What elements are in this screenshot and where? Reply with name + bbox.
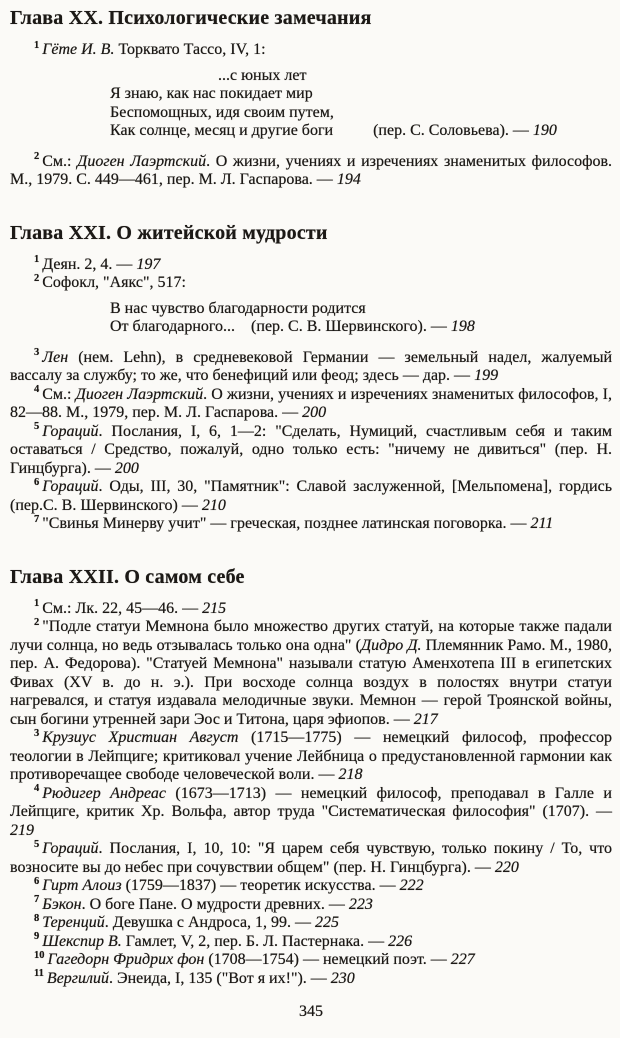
footnote: [10, 153, 612, 190]
verse-line: [110, 318, 612, 337]
footnote: [10, 970, 612, 989]
italic-text: Лен: [42, 348, 69, 366]
italic-text: Дидро Д.: [360, 636, 422, 654]
footnote: [10, 256, 612, 275]
italic-text: 211: [530, 515, 554, 532]
text: Я знаю, как нас покидает мир: [110, 85, 313, 102]
footnote: [10, 423, 612, 479]
footnote: [10, 274, 612, 293]
footnote-marker: 10: [34, 949, 45, 961]
verse-block: [10, 300, 612, 337]
chapter-section: [10, 565, 612, 989]
footnote-marker: 1: [34, 598, 40, 610]
verse-line: [218, 67, 612, 86]
text: "Подле статуи Мемнона было множество других статуй, на которые также падали лучи солнца, но ведь отзывалась только она одна" (: [10, 618, 612, 654]
footnote: [10, 877, 612, 896]
italic-text: 227: [450, 951, 475, 968]
italic-text: Диоген Лаэртский: [77, 152, 207, 170]
footnote: [10, 600, 612, 619]
italic-text: Гораций: [42, 478, 99, 495]
italic-text: Гирт Алоиз: [42, 877, 122, 894]
footnote: [10, 951, 612, 970]
italic-text: Вергилий: [46, 969, 110, 987]
text: (1708—1754) — немецкий поэт. —: [204, 951, 451, 968]
text: . Послания, I, 6, 1—2: "Сделать, Нумиций, счастливым себя и таким оставаться / Средство, пожалуй, одно только есть: "ничему не дивиться" (пер. Н. Гинцбурга). —: [10, 422, 612, 477]
italic-text: 194: [336, 171, 361, 188]
italic-text: 218: [338, 766, 363, 783]
italic-text: 210: [201, 496, 226, 514]
text: ...с юных лет: [218, 66, 307, 84]
italic-text: Гораций: [42, 422, 99, 440]
italic-text: Гёте И. В.: [42, 41, 115, 58]
italic-text: Рюдигер Андреас: [42, 784, 166, 802]
italic-text: Бэкон: [42, 895, 82, 913]
italic-text: 223: [348, 895, 373, 913]
footnote: [10, 785, 612, 841]
text: (1673—1713) — немецкий философ, преподавал в Галле и Лейпциге, критик Хр. Вольфа, автор труда "Систематическая философия" (1707). —: [10, 784, 612, 820]
verse-line: [110, 300, 612, 319]
footnote: [10, 386, 612, 423]
text: . Девушка с Андроса, 1, 99. —: [104, 914, 316, 931]
text: Торквато Тассо, IV, 1:: [114, 41, 266, 58]
italic-text: 217: [413, 710, 438, 728]
text: Гамлет, V, 2, пер. Б. Л. Пастернака. —: [121, 932, 389, 950]
text: См.:: [42, 152, 78, 170]
page-number: 345: [299, 1003, 323, 1020]
text: Беспомощных, идя своим путем,: [110, 103, 334, 121]
text: (нем. Lehn), в средневековой Германии — земельный надел, жалуемый вассалу за службу; то же, что бенефиций или феод; здесь — дар. —: [10, 348, 612, 384]
footnote-marker: 7: [34, 513, 40, 525]
italic-text: 225: [315, 914, 340, 931]
verse-block: [10, 67, 612, 141]
footnote-marker: 2: [34, 272, 40, 284]
text: . Послания, I, 10, 10: "Я царем себя чувствую, только покину / То, что возносите вы до небес при сочувствии общем" (пер. Н. Гинцбурга). —: [10, 840, 612, 876]
footnote: [10, 515, 612, 534]
text: (1759—1837) — теоретик искусства. —: [121, 877, 400, 894]
footnote-marker: 3: [34, 727, 40, 739]
footnote: [10, 349, 612, 386]
text: Племянник Рамо. М., 1980, пер. А. Федорова). "Статуей Мемнона" называли статую Аменхотепа III в египетских Фивах (XV в. до н. э.). При восходе солнца воздух в полостях внутри статуи нагревался, и статуя издавала мелодичные звуки. Мемнон — герой Троянской войны, сын богини утренней зари Эос и Титона, царя эфиопов. —: [10, 636, 613, 728]
chapter-heading: Глава XX. Психологические замечания: [10, 7, 372, 29]
footnote: [10, 840, 612, 877]
italic-text: 190: [532, 122, 557, 139]
italic-text: Шекспир В.: [42, 932, 122, 950]
text: В нас чувство благодарности родится: [110, 299, 366, 317]
text: "Свинья Минерву учит" — греческая, позднее латинская поговорка. —: [42, 515, 531, 532]
italic-text: 197: [136, 255, 161, 273]
italic-text: 222: [399, 877, 424, 894]
text: От благодарного... (пер. С. В. Шервинского). —: [110, 318, 451, 335]
footnote-marker: 6: [34, 875, 40, 887]
italic-text: 199: [474, 367, 499, 384]
text: Софокл, "Аякс", 517:: [42, 274, 186, 291]
italic-text: Гораций: [42, 840, 99, 857]
italic-text: 226: [388, 932, 413, 950]
italic-text: Гагедорн Фридрих фон: [47, 951, 205, 968]
text: . О боге Пане. О мудрости древних. —: [81, 895, 349, 913]
footnote-marker: 1: [34, 39, 40, 51]
footnote: [10, 41, 612, 60]
footnote-marker: 8: [34, 912, 40, 924]
text: . О жизни, учениях и изречениях знаменитых философов. М., 1979. С. 449—461, пер. М. Л. Гаспарова. —: [10, 152, 612, 188]
footnote: [10, 478, 612, 515]
notes-sections: [10, 6, 612, 988]
italic-text: 215: [202, 599, 227, 617]
verse-line: [110, 85, 612, 104]
italic-text: 200: [302, 404, 327, 421]
chapter-section: [10, 6, 612, 190]
footnote: [10, 618, 612, 729]
text: Как солнце, месяц и другие боги (пер. С. Соловьева). —: [110, 122, 533, 139]
chapter-heading: Глава XXII. О самом себе: [10, 565, 245, 588]
italic-text: 198: [450, 318, 475, 335]
footnote-marker: 7: [34, 894, 40, 906]
text: . Энеида, I, 135 ("Вот я их!"). —: [109, 969, 331, 987]
text: См.:: [42, 385, 76, 403]
italic-text: Диоген Лаэртский: [75, 385, 204, 403]
footnote-marker: 4: [34, 384, 40, 396]
italic-text: 219: [10, 821, 34, 839]
text: См.: Лк. 22, 45—46. —: [42, 599, 203, 617]
footnote-marker: 4: [34, 783, 40, 795]
italic-text: Крузиус Христиан Август: [42, 729, 239, 746]
chapter-section: [10, 221, 612, 534]
italic-text: Теренций: [42, 914, 105, 931]
footnote: [10, 914, 612, 933]
text: Деян. 2, 4. —: [42, 255, 137, 273]
footnote-marker: 9: [34, 931, 40, 943]
italic-text: 200: [114, 459, 139, 477]
footnote-marker: 5: [34, 838, 40, 850]
footnote-marker: 11: [34, 968, 44, 980]
text: . О жизни, учениях и изречениях знаменитых философов, I, 82—88. М., 1979, пер. М. Л. Гаспарова. —: [10, 385, 613, 421]
footnote: [10, 729, 612, 785]
chapter-heading: Глава XXI. О житейской мудрости: [10, 221, 328, 244]
footnote: [10, 933, 612, 952]
footnote-marker: 1: [34, 254, 40, 266]
italic-text: 230: [330, 969, 355, 987]
footnote-marker: 2: [34, 616, 40, 628]
text: (1715—1775) — немецкий философ, профессор теологии в Лейпциге; критиковал учение Лейбница о предустановленной гармонии как противоречащее свободе человеческой воли. —: [10, 729, 612, 783]
footnote-marker: 3: [34, 347, 40, 359]
italic-text: 220: [494, 858, 519, 876]
footnote: [10, 896, 612, 915]
verse-line: [110, 104, 612, 123]
text: . Оды, III, 30, "Памятник": Славой заслуженной, [Мельпомена], гордись (пер.С. В. Шервинского) —: [10, 478, 612, 514]
footnote-marker: 5: [34, 421, 40, 433]
footnote-marker: 2: [34, 151, 40, 163]
footnote-marker: 6: [34, 476, 40, 488]
verse-line: [110, 122, 612, 141]
